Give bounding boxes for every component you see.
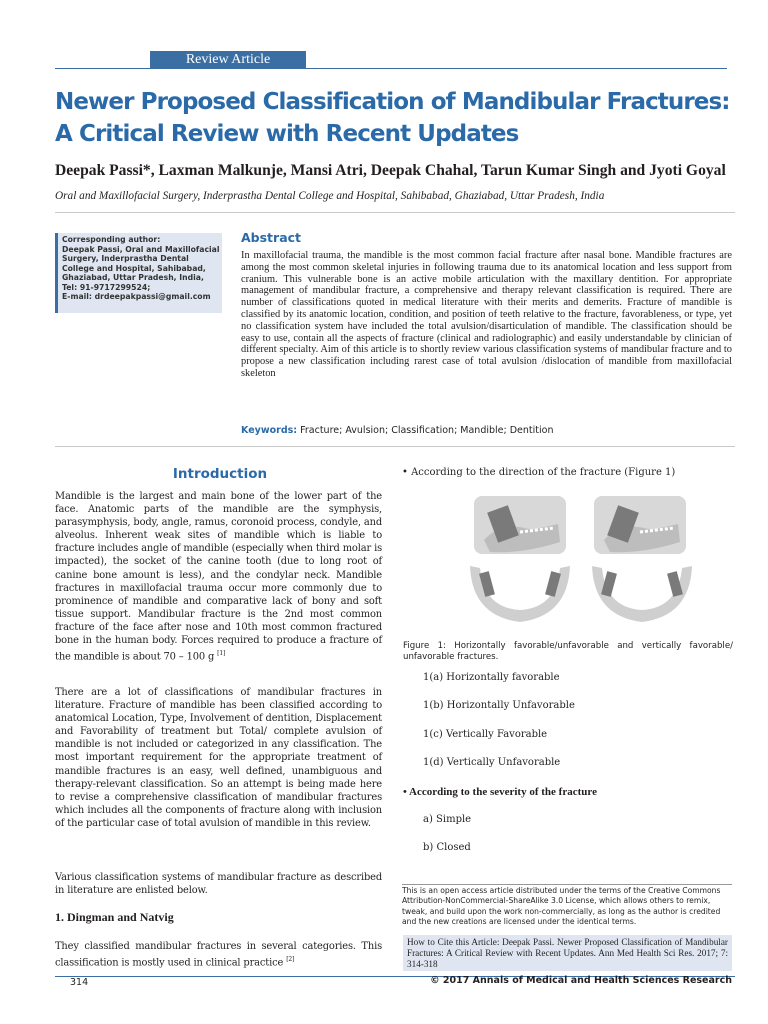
- license-note: This is an open access article distributed under the terms of the Creative Commons Attribution-NonCommercial-ShareAlike 3.0 License, which allows others to remix, tweak, and build upon the work non-commercially, as long as the author is credited and the new creations are licensed under the identical terms.: [402, 884, 732, 928]
- journal-copyright: © 2017 Annals of Medical and Health Sciences Research: [430, 975, 732, 986]
- direction-bullet: • According to the direction of the fracture (Figure 1): [402, 467, 676, 478]
- citation-box: How to Cite this Article: Deepak Passi. Newer Proposed Classification of Mandibular Fractures: A Critical Review with Recent Updates. Ann Med Health Sci Res. 2017; 7: 314-318: [403, 935, 732, 971]
- affiliation: Oral and Maxillofacial Surgery, Inderprastha Dental College and Hospital, Sahibabad, Ghaziabad, Uttar Pradesh, India: [55, 190, 605, 202]
- author-list: Deepak Passi*, Laxman Malkunje, Mansi Atri, Deepak Chahal, Tarun Kumar Singh and Jyoti Goyal: [55, 162, 726, 179]
- intro-paragraph-4: [55, 940, 382, 969]
- header-rule: [55, 68, 727, 69]
- section-banner: Review Article: [150, 51, 306, 69]
- fracture-item: 1(b) Horizontally Unfavorable: [423, 700, 575, 711]
- keywords-list: Fracture; Avulsion; Classification; Mandible; Dentition: [300, 425, 554, 436]
- citation-ref[interactable]: [2]: [286, 956, 295, 964]
- fracture-item: 1(a) Horizontally favorable: [423, 672, 560, 683]
- skull-1b: [594, 496, 686, 554]
- paragraph-text: They classified mandibular fractures in several categories. This classification is mostly used in clinical practice: [55, 941, 382, 969]
- figure-caption: Figure 1: Horizontally favorable/unfavorable and vertically favorable/ unfavorable fractures.: [403, 641, 733, 662]
- keywords-label: Keywords:: [241, 425, 298, 436]
- severity-item: a) Simple: [423, 814, 472, 825]
- corresponding-address: Deepak Passi, Oral and Maxillofacial Surgery, Inderprastha Dental College and Hospital, Sahibabad, Ghaziabad, Uttar Pradesh, India,: [62, 244, 220, 282]
- skull-1a: [474, 496, 566, 554]
- corresponding-email[interactable]: E-mail: drdeepakpassi@gmail.com: [62, 292, 211, 301]
- mandible-fracture-figure: [462, 490, 740, 630]
- fracture-item: 1(d) Vertically Unfavorable: [423, 757, 561, 768]
- severity-bullet: • According to the severity of the fracture: [403, 786, 597, 798]
- divider: [55, 212, 735, 213]
- intro-paragraph-2: There are a lot of classifications of mandibular fractures in literature. Fracture of mandible has been classified according to anatomical Location, Type, Involvement of dentition, Displacement and Favorability of treatment but Total/ complete avulsion of mandible is not included or categorized in any classification. The most important requirement for the appropriate treatment of mandible fractures is an easy, well defined, unambiguous and therapy-relevant classification. So an attempt is being made here to revise a comprehensive classification of mandibular fractures which includes all the components of fracture along with inclusion of the particular case of total avulsion of mandible in this review.: [55, 687, 382, 829]
- introduction-heading: Introduction: [172, 466, 268, 482]
- keywords: [241, 425, 732, 436]
- paragraph-text: Mandible is the largest and main bone of the lower part of the face. Anatomic parts of the mandible are the symphysis, parasymphysis, body, angle, ramus, coronoid process, condyle, and alveolus. Inherent weak sites of mandible which is liable to fracture includes angle of mandible (especially when third molar is impacted), the socket of the canine tooth (due to long root of canine bone amount is less), and the condylar neck. Mandible fractures in maxillofacial trauma occur more commonly due to prominence of mandible and comparative lack of bony and soft tissue support. Mandibular fracture is the 2nd most common fracture of the face after nose and 10th most common fractured bone in the human body. Forces required to produce a fracture of the mandible is about 70 – 100 g: [55, 491, 382, 663]
- corresponding-heading: Corresponding author:: [62, 235, 161, 244]
- intro-paragraph-3: Various classification systems of mandibular fracture as described in literature are enlisted below.: [55, 872, 382, 897]
- citation-ref[interactable]: [1]: [217, 650, 226, 658]
- corresponding-tel: Tel: 91-9717299524;: [62, 282, 151, 292]
- subheading-dingman: 1. Dingman and Natvig: [55, 910, 174, 924]
- abstract-heading: Abstract: [241, 230, 302, 245]
- fracture-item: 1(c) Vertically Favorable: [423, 729, 548, 740]
- severity-item: b) Closed: [423, 842, 471, 853]
- abstract-text: In maxillofacial trauma, the mandible is the most common facial fracture after nasal bone. Mandible fractures are among the most common skeletal injuries in following trauma due to its anatomical location and less support from cranium. This vulnerable bone is an active mobile articulation with the maxillary dentition. For appropriate management of mandibular fracture, a comprehensive and therapy relevant classification is required. There are number of classifications quoted in medical literature with their merits and demerits. Fracture of mandible is classified by its anatomic location, condition, and position of teeth relative to the fracture, favorableness, or type, yet no classification system have included the total avulsion/disarticulation of mandible. The classification should be easy to use, contain all the aspects of fracture (clinical and radiolographic) and easily understandable by clinician of different specialty. Aim of this article is to shortly review various classification systems of mandibular fracture and to propose a new classification including rarest case of total avulsion /dislocation of mandible from maxillofacial skeleton: [241, 250, 732, 379]
- mandible-1c: [470, 566, 570, 622]
- intro-paragraph-1: [55, 490, 382, 664]
- divider: [55, 446, 735, 447]
- mandible-1d: [592, 566, 692, 622]
- page-number: 314: [70, 977, 89, 988]
- article-title: Newer Proposed Classification of Mandibular Fractures: A Critical Review with Recent Updates: [55, 89, 730, 147]
- corresponding-author-box: [55, 233, 222, 313]
